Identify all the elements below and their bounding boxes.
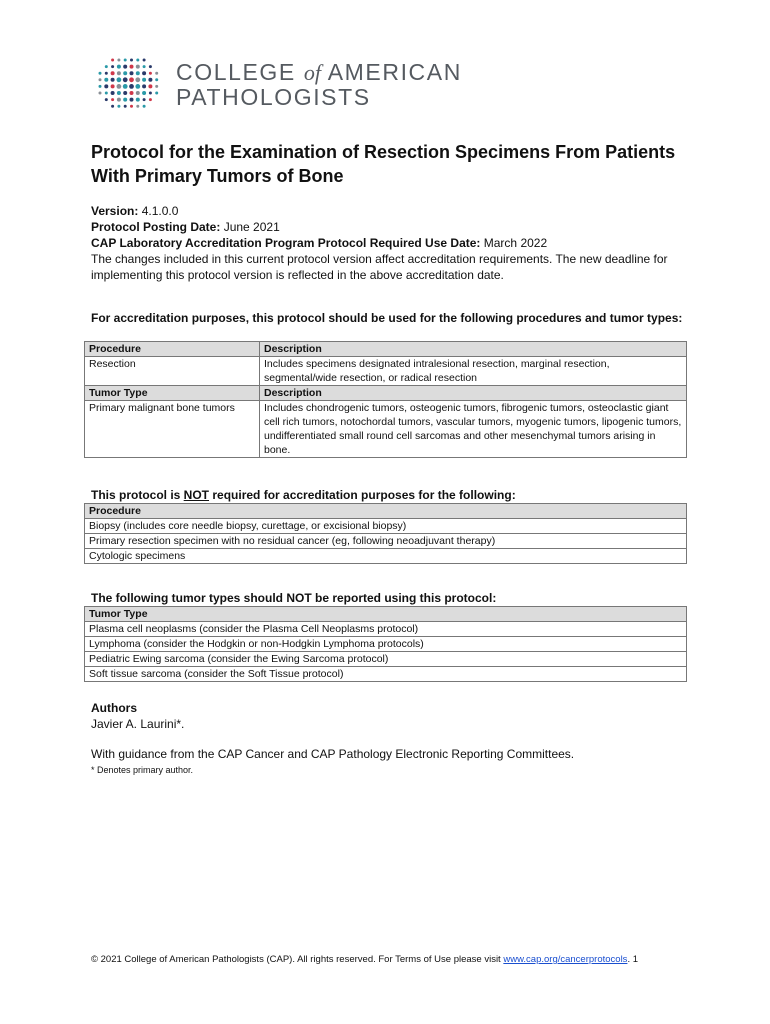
logo-dot [111,91,115,95]
logo-dot [99,92,102,95]
logo-dot [136,59,139,62]
version-label: Version: [91,204,139,218]
not-reported-table [84,606,687,682]
logo-dot [111,78,115,82]
logo-dot [142,91,146,95]
required-line [91,235,691,251]
posting-value: June 2021 [223,220,280,234]
logo-dot [130,105,133,108]
logo-dot [142,84,146,88]
logo-dot [104,78,108,82]
logo-dot [111,65,114,68]
logo-dot [136,65,140,69]
logo-pathologists: PATHOLOGISTS [176,84,371,110]
logo-dot [105,72,108,75]
logo-dot [130,71,134,75]
logo-dot [155,92,158,95]
logo-dot [130,98,134,102]
cancer-protocols-link[interactable]: www.cap.org/cancerprotocols [503,954,628,965]
logo-dot [136,71,140,75]
copyright-text: © 2021 College of American Pathologists (CAP). All rights reserved. For Terms of Use please visit [91,954,504,965]
logo-college: COLLEGE [176,59,296,85]
logo-dot [111,84,115,88]
procedure-name: Resection [85,357,260,386]
accreditation-table [84,341,687,458]
logo-dot [148,84,152,88]
page-number: . 1 [627,954,638,965]
version-line [91,203,691,219]
logo-dot [123,71,127,75]
not-required-heading-not: NOT [183,488,210,502]
logo-dot [99,85,102,88]
logo-dot [155,85,158,88]
logo-dot [111,71,115,75]
logo-dot [143,59,146,62]
procedure-header: Procedure [85,342,260,357]
logo-dot [111,105,114,108]
logo-dot [155,78,158,81]
logo-dot [129,77,134,82]
authors-heading: Authors [91,701,137,715]
logo-dot [117,59,120,62]
logo-dot [130,65,134,69]
posting-line [91,219,691,235]
logo-dot [149,72,152,75]
not-reported-row: Lymphoma (consider the Hodgkin or non-Hodgkin Lymphoma protocols) [85,637,687,652]
logo-dot [129,84,134,89]
author-names: Javier A. Laurini*. [91,717,185,731]
logo-dot [117,91,121,95]
logo-dot [117,98,121,102]
logo-dot [155,72,158,75]
logo-dot [123,84,128,89]
not-required-header: Procedure [85,504,687,519]
logo-dot [117,65,121,69]
logo-dot [123,65,127,69]
logo-dot [111,98,114,101]
logo-dot [149,98,152,101]
logo-dot [104,84,108,88]
required-value: March 2022 [483,236,548,250]
not-required-row: Primary resection specimen with no residual cancer (eg, following neoadjuvant therapy) [85,534,687,549]
table-row [85,622,687,637]
logo-dot [143,98,146,101]
logo-of: of [303,60,321,85]
logo-dot [117,105,120,108]
table-row [85,637,687,652]
protocol-meta [91,203,691,283]
table-row [85,607,687,622]
changes-text: The changes included in this current protocol version affect accreditation requirements. The new deadline for implementing this protocol version is reflected in the above accreditation date. [91,252,668,282]
page-footer [91,954,691,966]
not-reported-header: Tumor Type [85,607,687,622]
logo-wordmark [176,60,462,110]
logo-dot [124,105,127,108]
authors-block [91,700,184,732]
logo-dot [105,65,108,68]
version-value: 4.1.0.0 [141,204,179,218]
table-row [85,667,687,682]
logo-dot [123,77,128,82]
table-row [85,357,687,386]
logo-dot [149,92,152,95]
logo-dot [111,59,114,62]
logo-dot [136,105,139,108]
logo-dot [117,77,122,82]
posting-label: Protocol Posting Date: [91,220,221,234]
logo-dot [124,59,127,62]
tumor-description-header: Description [260,386,687,401]
logo-dot [136,98,140,102]
logo-dot [123,98,127,102]
tumor-name: Primary malignant bone tumors [85,401,260,458]
logo-dot [130,59,133,62]
table-row [85,401,687,458]
logo-american: AMERICAN [327,59,462,85]
not-required-row: Cytologic specimens [85,549,687,564]
table-row [85,549,687,564]
logo-dot [142,78,146,82]
primary-author-footnote: * Denotes primary author. [91,765,194,775]
not-required-row: Biopsy (includes core needle biopsy, curettage, or excisional biopsy) [85,519,687,534]
not-required-heading [91,488,516,503]
cap-logo [94,54,474,114]
table-row [85,386,687,401]
required-label: CAP Laboratory Accreditation Program Protocol Required Use Date: [91,236,481,250]
procedure-description: Includes specimens designated intralesional resection, marginal resection, segmental/wide resection, or radical resection [260,357,687,386]
not-reported-heading: The following tumor types should NOT be reported using this protocol: [91,591,497,605]
logo-dot [123,91,127,95]
logo-dot [143,105,146,108]
logo-dot-mark [94,54,164,114]
logo-dot [143,65,146,68]
logo-dot [117,84,122,89]
logo-dot [149,65,152,68]
logo-dot [136,91,140,95]
table-row [85,504,687,519]
logo-dot [99,72,102,75]
not-reported-row: Pediatric Ewing sarcoma (consider the Ewing Sarcoma protocol) [85,652,687,667]
not-required-table [84,503,687,564]
not-required-heading-pre: This protocol is [91,488,184,502]
logo-dot [105,92,108,95]
logo-dot [130,91,134,95]
table-row [85,652,687,667]
table-row [85,342,687,357]
table-row [85,534,687,549]
guidance-text: With guidance from the CAP Cancer and CAP Pathology Electronic Reporting Committees. [91,747,575,761]
table-row [85,519,687,534]
logo-dot [142,71,146,75]
logo-dot [148,78,152,82]
accreditation-heading: For accreditation purposes, this protocol should be used for the following procedures and tumor types: [91,311,683,325]
logo-dot [135,77,140,82]
not-reported-row: Soft tissue sarcoma (consider the Soft Tissue protocol) [85,667,687,682]
tumor-type-header: Tumor Type [85,386,260,401]
logo-dot [135,84,140,89]
not-required-heading-post: required for accreditation purposes for the following: [209,488,516,502]
tumor-description: Includes chondrogenic tumors, osteogenic tumors, fibrogenic tumors, osteoclastic giant cell rich tumors, notochordal tumors, vascular tumors, myogenic tumors, lipogenic tumors, undifferentiated small round cell sarcomas and other mesenchymal tumors arising in bone. [260,401,687,458]
document-title: Protocol for the Examination of Resection Specimens From Patients With Primary Tumors of Bone [91,142,676,186]
logo-dot [99,78,102,81]
logo-dot [117,71,121,75]
description-header: Description [260,342,687,357]
not-reported-row: Plasma cell neoplasms (consider the Plasma Cell Neoplasms protocol) [85,622,687,637]
logo-dot [105,98,108,101]
